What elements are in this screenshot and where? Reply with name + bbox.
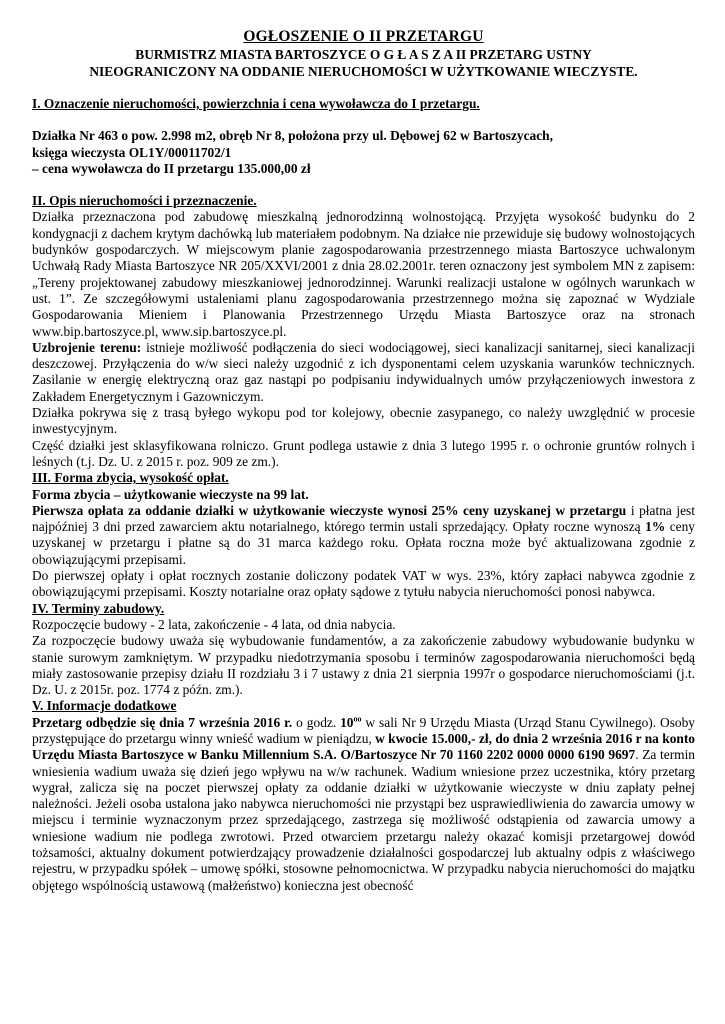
parcel-line-1: Działka Nr 463 o pow. 2.998 m2, obręb Nr 8, położona przy ul. Dębowej 62 w Bartoszycach, [32, 128, 553, 144]
spacer [32, 112, 695, 128]
section-2-heading: II. Opis nieruchomości i przeznaczenie. [32, 193, 257, 209]
section-3-heading: III. Forma zbycia, wysokość opłat. [32, 470, 229, 486]
construction-deadlines: Rozpoczęcie budowy - 2 lata, zakończenie - 4 lata, od dnia nabycia. [32, 616, 396, 632]
section-5-paragraph-1 [32, 715, 695, 894]
subtitle-line-1: BURMISTRZ MIASTA BARTOSZYCE O G Ł A S Z A II PRZETARG USTNY [135, 47, 592, 62]
parcel-details [32, 128, 695, 177]
spacer [32, 80, 695, 96]
auction-time-label: o godz. [292, 714, 341, 730]
section-2-paragraph-3: Działka pokrywa się z trasą byłego wykopu pod tor kolejowy, obecnie zasypanego, co należy uwzględnić w procesie inwestycyjnym. [32, 405, 695, 437]
section-2-paragraph-4: Część działki jest sklasyfikowana rolniczo. Grunt podlega ustawie z dnia 3 lutego 1995 r. o ochronie gruntów rolnych i leśnych (t.j. Dz. U. z 2015 r. poz. 909 ze zm.). [32, 437, 695, 469]
section-4-paragraph-2: Za rozpoczęcie budowy uważa się wybudowanie fundamentów, a za zakończenie zabudowy wybudowanie budynku w stanie surowym zamkniętym. W przypadku niedotrzymania sposobu i terminów zagospodarowania nieruchomości będą miały zastosowanie przepisy działu II rozdziału 3 i 7 ustawy z dnia 21 sierpnia 1997r o gospodarce nieruchomościami (j.t. Dz. U. z 2015r. poz. 1774 z późn. zm.). [32, 633, 695, 698]
auction-hour: 10 [340, 714, 354, 730]
parcel-line-2: księga wieczysta OL1Y/00011702/1 [32, 144, 232, 160]
subtitle-line-2: NIEOGRANICZONY NA ODDANIE NIERUCHOMOŚCI W UŻYTKOWANIE WIECZYSTE. [89, 63, 638, 79]
document-title: OGŁOSZENIE O II PRZETARGU [243, 28, 484, 45]
section-3-paragraph-2: Do pierwszej opłaty i opłat rocznych zostanie doliczony podatek VAT w wys. 23%, który zapłaci nabywca zgodnie z obowiązującymi przepisami. Koszty notarialne oraz opłaty sądowe z tytułu nabycia nieruchomości ponosi nabywca. [32, 568, 695, 600]
disposal-form: Forma zbycia – użytkowanie wieczyste na 99 lat. [32, 486, 309, 502]
auction-conditions-text: . Za termin wniesienia wadium uważa się dzień jego wpływu na w/w rachunek. Wadium wniesione przez uczestnika, który przetarg wygrał, zalicza się na poczet pierwszej opłaty za oddanie działki w użytkowanie wieczyste w dniu zapłaty pełnej należności. Jeżeli osoba ustalona jako nabywca nieruchomości nie przystąpi bez usprawiedliwienia do zawarcia umowy w miejscu i terminie wyznaczonym przez sprzedającego, zastrzega się możliwość odstąpienia od zawarcia umowy a wniesione wadium nie podlega zwrotowi. Przed otwarciem przetargu należy okazać komisji przetargowej dowód tożsamości, aktualny dokument potwierdzający prowadzenie działalności gospodarczej lub aktualny odpis z właściwego rejestru, w przypadku spółek – umowę spółki, stosowne pełnomocnictwa. W przypadku nabycia nieruchomości do majątku objętego wspólnością ustawową (małżeństwo) konieczna jest obecność [32, 747, 695, 893]
auction-date: Przetarg odbędzie się dnia 7 września 2016 r. [32, 714, 293, 730]
auction-venue-text: w sali Nr 9 Urzędu Miasta (Urząd Stanu Cywilnego). Osoby przystępujące do przetargu winny wnieść wadium w pieniądzu, [32, 714, 695, 746]
section-2-paragraph-1: Działka przeznaczona pod zabudowę mieszkalną jednorodzinną wolnostojącą. Przyjęta wysokość budynku do 2 kondygnacji z dachem krytym dachówką lub materiałem podobnym. Na działce nie przewiduje się budowy wolnostojących budynków gospodarczych. W miejscowym planie zagospodarowania przestrzennego miasta Bartoszyce uchwalonym Uchwałą Rady Miasta Bartoszyce NR 205/XXVI/2001 z dnia 28.02.2001r. teren oznaczony jest symbolem MN z zapisem: „Tereny projektowanej zabudowy mieszkaniowej jednorodzinnej. Warunki realizacji ustalone w ogólnych warunkach w ust. 1”. Ze szczegółowymi ustaleniami planu zagospodarowania przestrzennego można się zapoznać w Wydziale Gospodarowania Mieniem i Planowania Przestrzennego Urzędu Miasta Bartoszyce oraz na stronach www.bip.bartoszyce.pl, www.sip.bartoszyce.pl. [32, 209, 696, 339]
parcel-price: – cena wywoławcza do II przetargu 135.000,00 zł [32, 160, 311, 176]
section-3-paragraph-1 [32, 503, 695, 568]
first-fee-text: Pierwsza opłata za oddanie działki w użytkowanie wieczyste wynosi 25% ceny uzyskanej w przetargu [32, 502, 627, 518]
section-1-heading: I. Oznaczenie nieruchomości, powierzchnia i cena wywoławcza do I przetargu. [32, 96, 480, 111]
section-4-heading: IV. Terminy zabudowy. [32, 600, 165, 616]
section-2-paragraph-2 [32, 340, 695, 405]
first-fee-terms: i płatna jest najpóźniej 3 dni przed zawarciem aktu notarialnego, którego termin ustali sprzedający. Opłaty roczne wynoszą [32, 502, 695, 535]
auction-minutes: oo [353, 714, 362, 724]
utilities-text: istnieje możliwość podłączenia do sieci wodociągowej, sieci kanalizacji sanitarnej, sieci kanalizacji deszczowej. Przyłączenia do w/w sieci należy uzgodnić z ich dysponentami celem uzyskania warunków technicznych. Zasilanie w energię elektryczną oraz gaz nastąpi po podpisaniu indywidualnych umów przyłączeniowych inwestora z Zakładem Energetycznym i Gazowniczym. [32, 339, 695, 404]
annual-fee-percent: 1% [645, 519, 666, 535]
utilities-label: Uzbrojenie terenu: [32, 339, 142, 355]
annual-fee-terms: ceny uzyskanej w przetargu i płatne są do 31 marca każdego roku. Opłata roczna może być aktualizowana zgodnie z obowiązującymi przepisami. [32, 519, 695, 567]
section-5-heading: V. Informacje dodatkowe [32, 698, 177, 714]
spacer [32, 177, 695, 193]
deposit-details: w kwocie 15.000,- zł, do dnia 2 września 2016 r na konto Urzędu Miasta Bartoszyce w Banku Millennium S.A. O/Bartoszyce Nr 70 1160 2202 0000 0000 6190 9697 [32, 730, 695, 763]
